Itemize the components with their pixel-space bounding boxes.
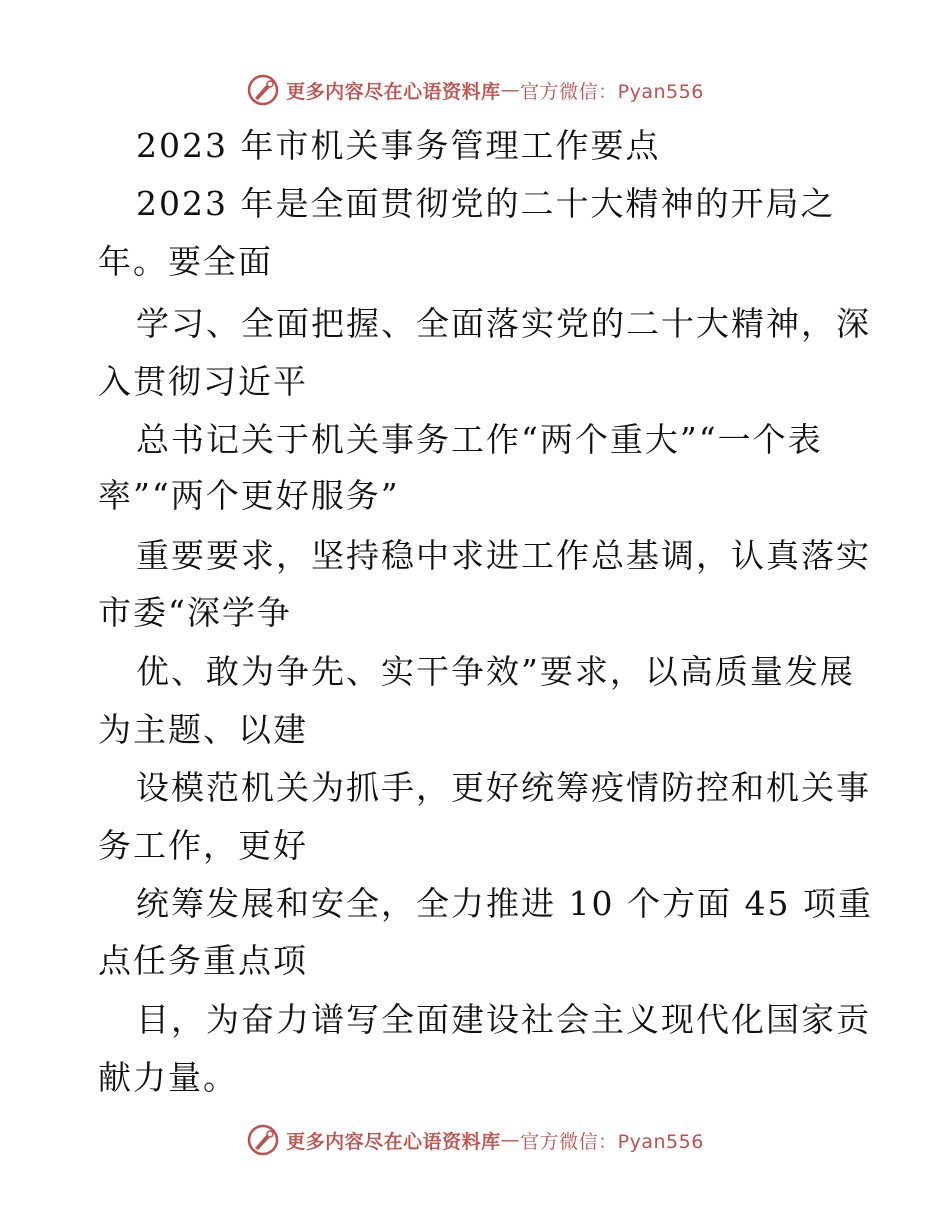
quill-seal-icon (246, 73, 280, 107)
doc-line: 率”“两个更好服务” (98, 476, 400, 515)
doc-line: 市委“深学争 (98, 593, 292, 632)
doc-line: 入贯彻习近平 (98, 362, 308, 401)
watermark-wechat-text: 官方微信：Pyan556 (520, 1130, 704, 1153)
doc-line: 为主题、以建 (98, 710, 308, 749)
watermark-wechat-text: 官方微信：Pyan556 (520, 80, 704, 103)
doc-line: 献力量。 (98, 1058, 238, 1097)
doc-line: 目，为奋力谱写全面建设社会主义现代化国家贡 (136, 1000, 871, 1039)
footer-watermark (0, 1120, 950, 1160)
doc-title: 2023 年市机关事务管理工作要点 (136, 126, 661, 165)
doc-line: 优、敢为争先、实干争效”要求，以高质量发展 (136, 652, 855, 691)
doc-line: 点任务重点项 (98, 941, 308, 980)
doc-line: 统筹发展和安全，全力推进 10 个方面 45 项重 (136, 884, 873, 923)
watermark-separator: — (500, 1129, 521, 1151)
watermark-main-text: 更多内容尽在心语资料库 (286, 1130, 501, 1153)
doc-line: 务工作，更好 (98, 826, 308, 865)
doc-line: 设模范机关为抓手，更好统筹疫情防控和机关事 (136, 768, 871, 807)
doc-line: 学习、全面把握、全面落实党的二十大精神，深 (136, 304, 871, 343)
watermark-main-text: 更多内容尽在心语资料库 (286, 80, 501, 103)
doc-line: 年。要全面 (98, 242, 273, 281)
header-watermark (0, 70, 950, 110)
doc-line: 重要要求，坚持稳中求进工作总基调，认真落实 (136, 536, 871, 575)
watermark-separator: — (500, 79, 521, 101)
doc-line: 总书记关于机关事务工作“两个重大”“一个表 (136, 420, 823, 459)
quill-seal-icon (246, 1123, 280, 1157)
doc-line: 2023 年是全面贯彻党的二十大精神的开局之 (136, 184, 836, 223)
